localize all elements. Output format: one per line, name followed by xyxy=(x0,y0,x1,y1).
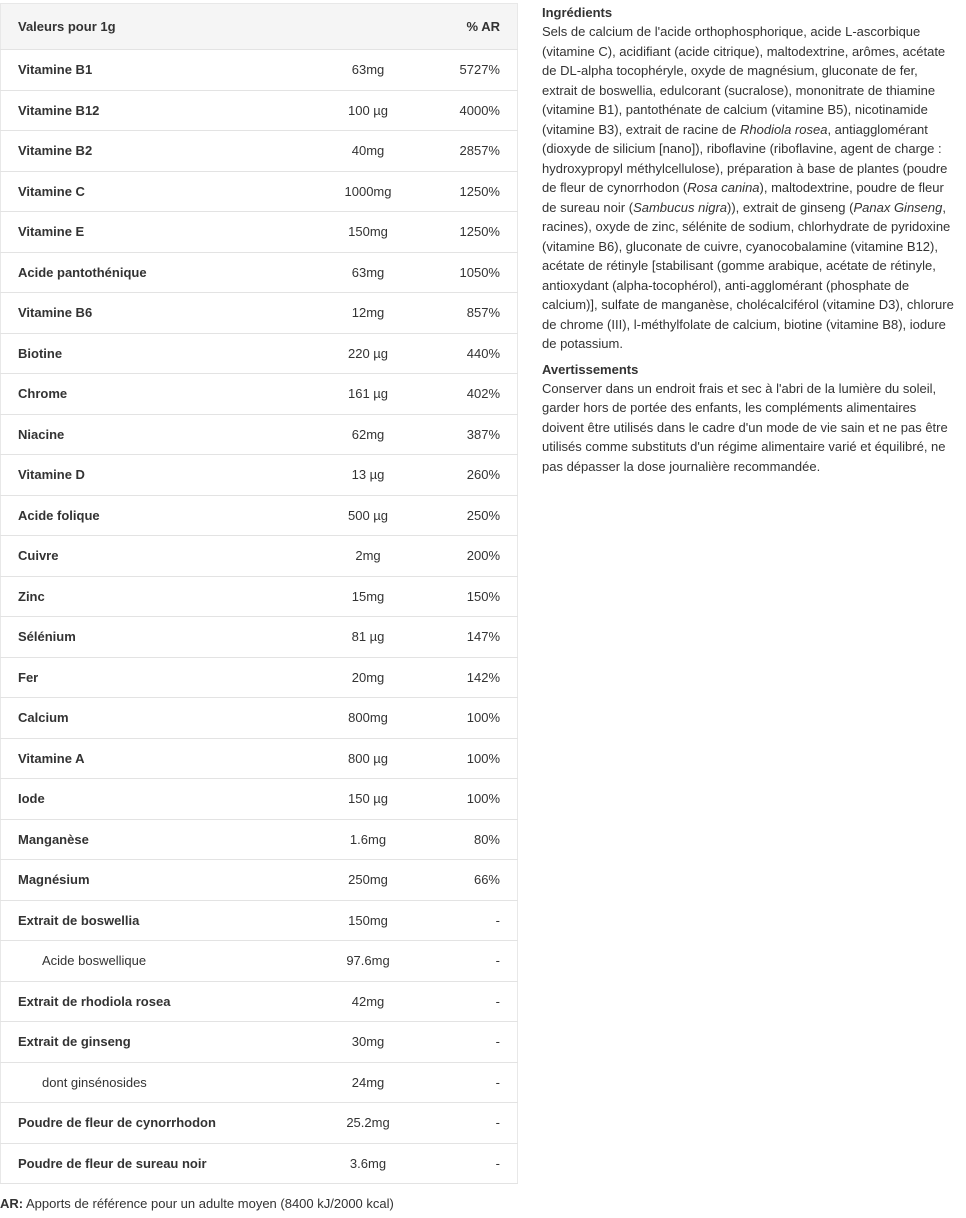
ingredient-text-segment: , antiagglomérant (dioxyde de silicium [nano]), riboflavine (riboflavine, agent de charge : hydroxypropyl méthylcellulose), préparation à base de plantes (poudre de fleur de cynorrhodon ( xyxy=(542,121,948,195)
nutrient-ar: - xyxy=(458,900,518,941)
nutrient-amount: 1000mg xyxy=(278,171,458,212)
nutrient-ar: 80% xyxy=(458,819,518,860)
nutrient-amount: 40mg xyxy=(278,131,458,172)
nutrient-name: Fer xyxy=(1,657,279,698)
nutrient-name: Vitamine B2 xyxy=(1,131,279,172)
nutrient-name: Vitamine B12 xyxy=(1,90,279,131)
nutrient-name: Extrait de ginseng xyxy=(1,1022,279,1063)
table-row xyxy=(1,374,518,415)
table-row xyxy=(1,131,518,172)
ingredients-text xyxy=(542,22,956,354)
footnote-text: Apports de référence pour un adulte moyen (8400 kJ/2000 kcal) xyxy=(23,1196,394,1211)
table-header-row xyxy=(1,4,518,50)
warnings-title: Avertissements xyxy=(542,361,639,377)
table-row xyxy=(1,1062,518,1103)
ingredient-latin-name: Panax Ginseng xyxy=(853,199,943,215)
table-row xyxy=(1,819,518,860)
nutrient-name: Vitamine E xyxy=(1,212,279,253)
nutrient-ar: - xyxy=(458,941,518,982)
nutrient-name: Calcium xyxy=(1,698,279,739)
nutrient-name: Chrome xyxy=(1,374,279,415)
nutrient-ar: 100% xyxy=(458,738,518,779)
nutrient-ar: 100% xyxy=(458,698,518,739)
ingredient-latin-name: Rosa canina xyxy=(687,180,760,195)
nutrient-ar: - xyxy=(458,1022,518,1063)
nutrient-amount: 62mg xyxy=(278,414,458,455)
nutrient-ar: 250% xyxy=(458,495,518,536)
nutrient-name: Vitamine A xyxy=(1,738,279,779)
nutrient-ar: 440% xyxy=(458,333,518,374)
nutrient-amount: 24mg xyxy=(278,1062,458,1103)
nutrient-amount: 13 µg xyxy=(278,455,458,496)
nutrient-amount: 25.2mg xyxy=(278,1103,458,1144)
nutrient-amount: 150mg xyxy=(278,900,458,941)
table-row xyxy=(1,171,518,212)
table-row xyxy=(1,536,518,577)
nutrient-ar: 100% xyxy=(458,779,518,820)
nutrient-amount: 15mg xyxy=(278,576,458,617)
table-row xyxy=(1,698,518,739)
nutrient-ar: 150% xyxy=(458,576,518,617)
nutrient-name: Biotine xyxy=(1,333,279,374)
table-row xyxy=(1,495,518,536)
nutrient-amount: 800mg xyxy=(278,698,458,739)
ingredients-title: Ingrédients xyxy=(542,5,613,20)
nutrient-name: Cuivre xyxy=(1,536,279,577)
nutrient-ar: 2857% xyxy=(458,131,518,172)
table-row xyxy=(1,455,518,496)
nutrient-name: Niacine xyxy=(1,414,279,455)
table-row xyxy=(1,414,518,455)
nutrient-ar: 1050% xyxy=(458,252,518,293)
nutrient-name: Vitamine D xyxy=(1,455,279,496)
nutrient-ar: 1250% xyxy=(458,212,518,253)
table-row xyxy=(1,617,518,658)
nutrient-amount: 800 µg xyxy=(278,738,458,779)
nutrient-name: Acide pantothénique xyxy=(1,252,279,293)
table-row xyxy=(1,1143,518,1184)
table-row xyxy=(1,738,518,779)
table-row xyxy=(1,252,518,293)
table-row xyxy=(1,981,518,1022)
table-row xyxy=(1,860,518,901)
table-row xyxy=(1,1022,518,1063)
header-amount xyxy=(278,4,458,50)
nutrient-amount: 100 µg xyxy=(278,90,458,131)
footnote xyxy=(0,1196,394,1211)
table-row xyxy=(1,50,518,91)
nutrient-name: Magnésium xyxy=(1,860,279,901)
nutrient-amount: 220 µg xyxy=(278,333,458,374)
nutrient-name: Poudre de fleur de cynorrhodon xyxy=(1,1103,279,1144)
nutrient-amount: 20mg xyxy=(278,657,458,698)
side-panel xyxy=(542,4,956,483)
table-row xyxy=(1,212,518,253)
nutrient-ar: 4000% xyxy=(458,90,518,131)
nutrient-ar: 1250% xyxy=(458,171,518,212)
ingredient-latin-name: Rhodiola rosea xyxy=(739,121,828,137)
nutrient-name: Extrait de rhodiola rosea xyxy=(1,981,279,1022)
nutrient-ar: - xyxy=(458,1143,518,1184)
nutrient-amount: 63mg xyxy=(278,50,458,91)
nutrient-ar: 387% xyxy=(458,414,518,455)
nutrient-ar: 857% xyxy=(458,293,518,334)
nutrient-ar: 66% xyxy=(458,860,518,901)
nutrient-amount: 42mg xyxy=(278,981,458,1022)
nutrient-name: Manganèse xyxy=(1,819,279,860)
table-row xyxy=(1,1103,518,1144)
nutrient-amount: 1.6mg xyxy=(278,819,458,860)
nutrient-ar: - xyxy=(458,981,518,1022)
table-row xyxy=(1,941,518,982)
nutrient-name: Acide boswellique xyxy=(1,941,279,982)
nutrient-ar: 200% xyxy=(458,536,518,577)
nutrient-name: Vitamine B6 xyxy=(1,293,279,334)
ingredient-text-segment: , racines), oxyde de zinc, sélénite de sodium, chlorhydrate de pyridoxine (vitamine B6), gluconate de cuivre, cyanocobalamine (vitamine B12), acétate de rétinyle [stabilisant (gomme arabique, acétate de rétinyle, antioxydant (alpha-tocophérol), anti-agglomérant (phosphate de calcium)], sulfate de manganèse, cholécalciférol (vitamine D3), chlorure de chrome (III), l-méthylfolate de calcium, biotine (vitamine B8), iodure de potassium. xyxy=(542,199,954,351)
nutrient-ar: - xyxy=(458,1103,518,1144)
header-name: Valeurs pour 1g xyxy=(1,4,279,50)
footnote-label: AR: xyxy=(0,1196,24,1211)
nutrient-amount: 63mg xyxy=(278,252,458,293)
warnings-text: Conserver dans un endroit frais et sec à l'abri de la lumière du soleil, garder hors de portée des enfants, les compléments alimentaires doivent être utilisés dans le cadre d'un mode de vie sain et ne pas être utilisés comme substituts d'un régime alimentaire varié et équilibré, ne pas dépasser la dose journalière recommandée. xyxy=(542,380,948,474)
nutrient-ar: 260% xyxy=(458,455,518,496)
table-row xyxy=(1,779,518,820)
nutrient-amount: 161 µg xyxy=(278,374,458,415)
nutrient-amount: 150mg xyxy=(278,212,458,253)
nutrient-ar: 142% xyxy=(458,657,518,698)
ingredient-latin-name: Sambucus nigra xyxy=(633,199,728,215)
nutrient-name: Vitamine C xyxy=(1,171,279,212)
nutrient-amount: 97.6mg xyxy=(278,941,458,982)
nutrient-amount: 81 µg xyxy=(278,617,458,658)
nutrient-ar: 402% xyxy=(458,374,518,415)
ingredient-text-segment: ), maltodextrine, poudre de fleur de sureau noir ( xyxy=(542,180,944,215)
nutrient-amount: 150 µg xyxy=(278,779,458,820)
nutrient-amount: 12mg xyxy=(278,293,458,334)
table-row xyxy=(1,293,518,334)
nutrient-amount: 3.6mg xyxy=(278,1143,458,1184)
nutrient-amount: 500 µg xyxy=(278,495,458,536)
table-row xyxy=(1,657,518,698)
nutrient-amount: 30mg xyxy=(278,1022,458,1063)
nutrient-name: Vitamine B1 xyxy=(1,50,279,91)
nutrient-amount: 250mg xyxy=(278,860,458,901)
table-row xyxy=(1,576,518,617)
header-ar: % AR xyxy=(458,4,518,50)
table-row xyxy=(1,900,518,941)
nutrient-name: Acide folique xyxy=(1,495,279,536)
nutrient-name: Poudre de fleur de sureau noir xyxy=(1,1143,279,1184)
nutrient-ar: - xyxy=(458,1062,518,1103)
nutrient-name: Iode xyxy=(1,779,279,820)
table-row xyxy=(1,90,518,131)
nutrient-name: Sélénium xyxy=(1,617,279,658)
nutrient-name: Zinc xyxy=(1,576,279,617)
nutrient-name: Extrait de boswellia xyxy=(1,900,279,941)
nutrient-ar: 147% xyxy=(458,617,518,658)
table-row xyxy=(1,333,518,374)
nutrient-name: dont ginsénosides xyxy=(1,1062,279,1103)
ingredient-text-segment: Sels de calcium de l'acide orthophosphorique, acide L-ascorbique (vitamine C), acidifiant (acide citrique), maltodextrine, arômes, acétate de DL-alpha tocophéryle, oxyde de magnésium, gluconate de fer, extrait de boswellia, edulcorant (sucralose), mononitrate de thiamine (vitamine B1), pantothénate de calcium (vitamine B5), nicotinamide (vitamine B3), extrait de racine de xyxy=(542,24,946,137)
nutrient-amount: 2mg xyxy=(278,536,458,577)
nutrition-table xyxy=(0,3,518,1184)
nutrient-ar: 5727% xyxy=(458,50,518,91)
ingredient-text-segment: )), extrait de ginseng ( xyxy=(727,199,854,215)
